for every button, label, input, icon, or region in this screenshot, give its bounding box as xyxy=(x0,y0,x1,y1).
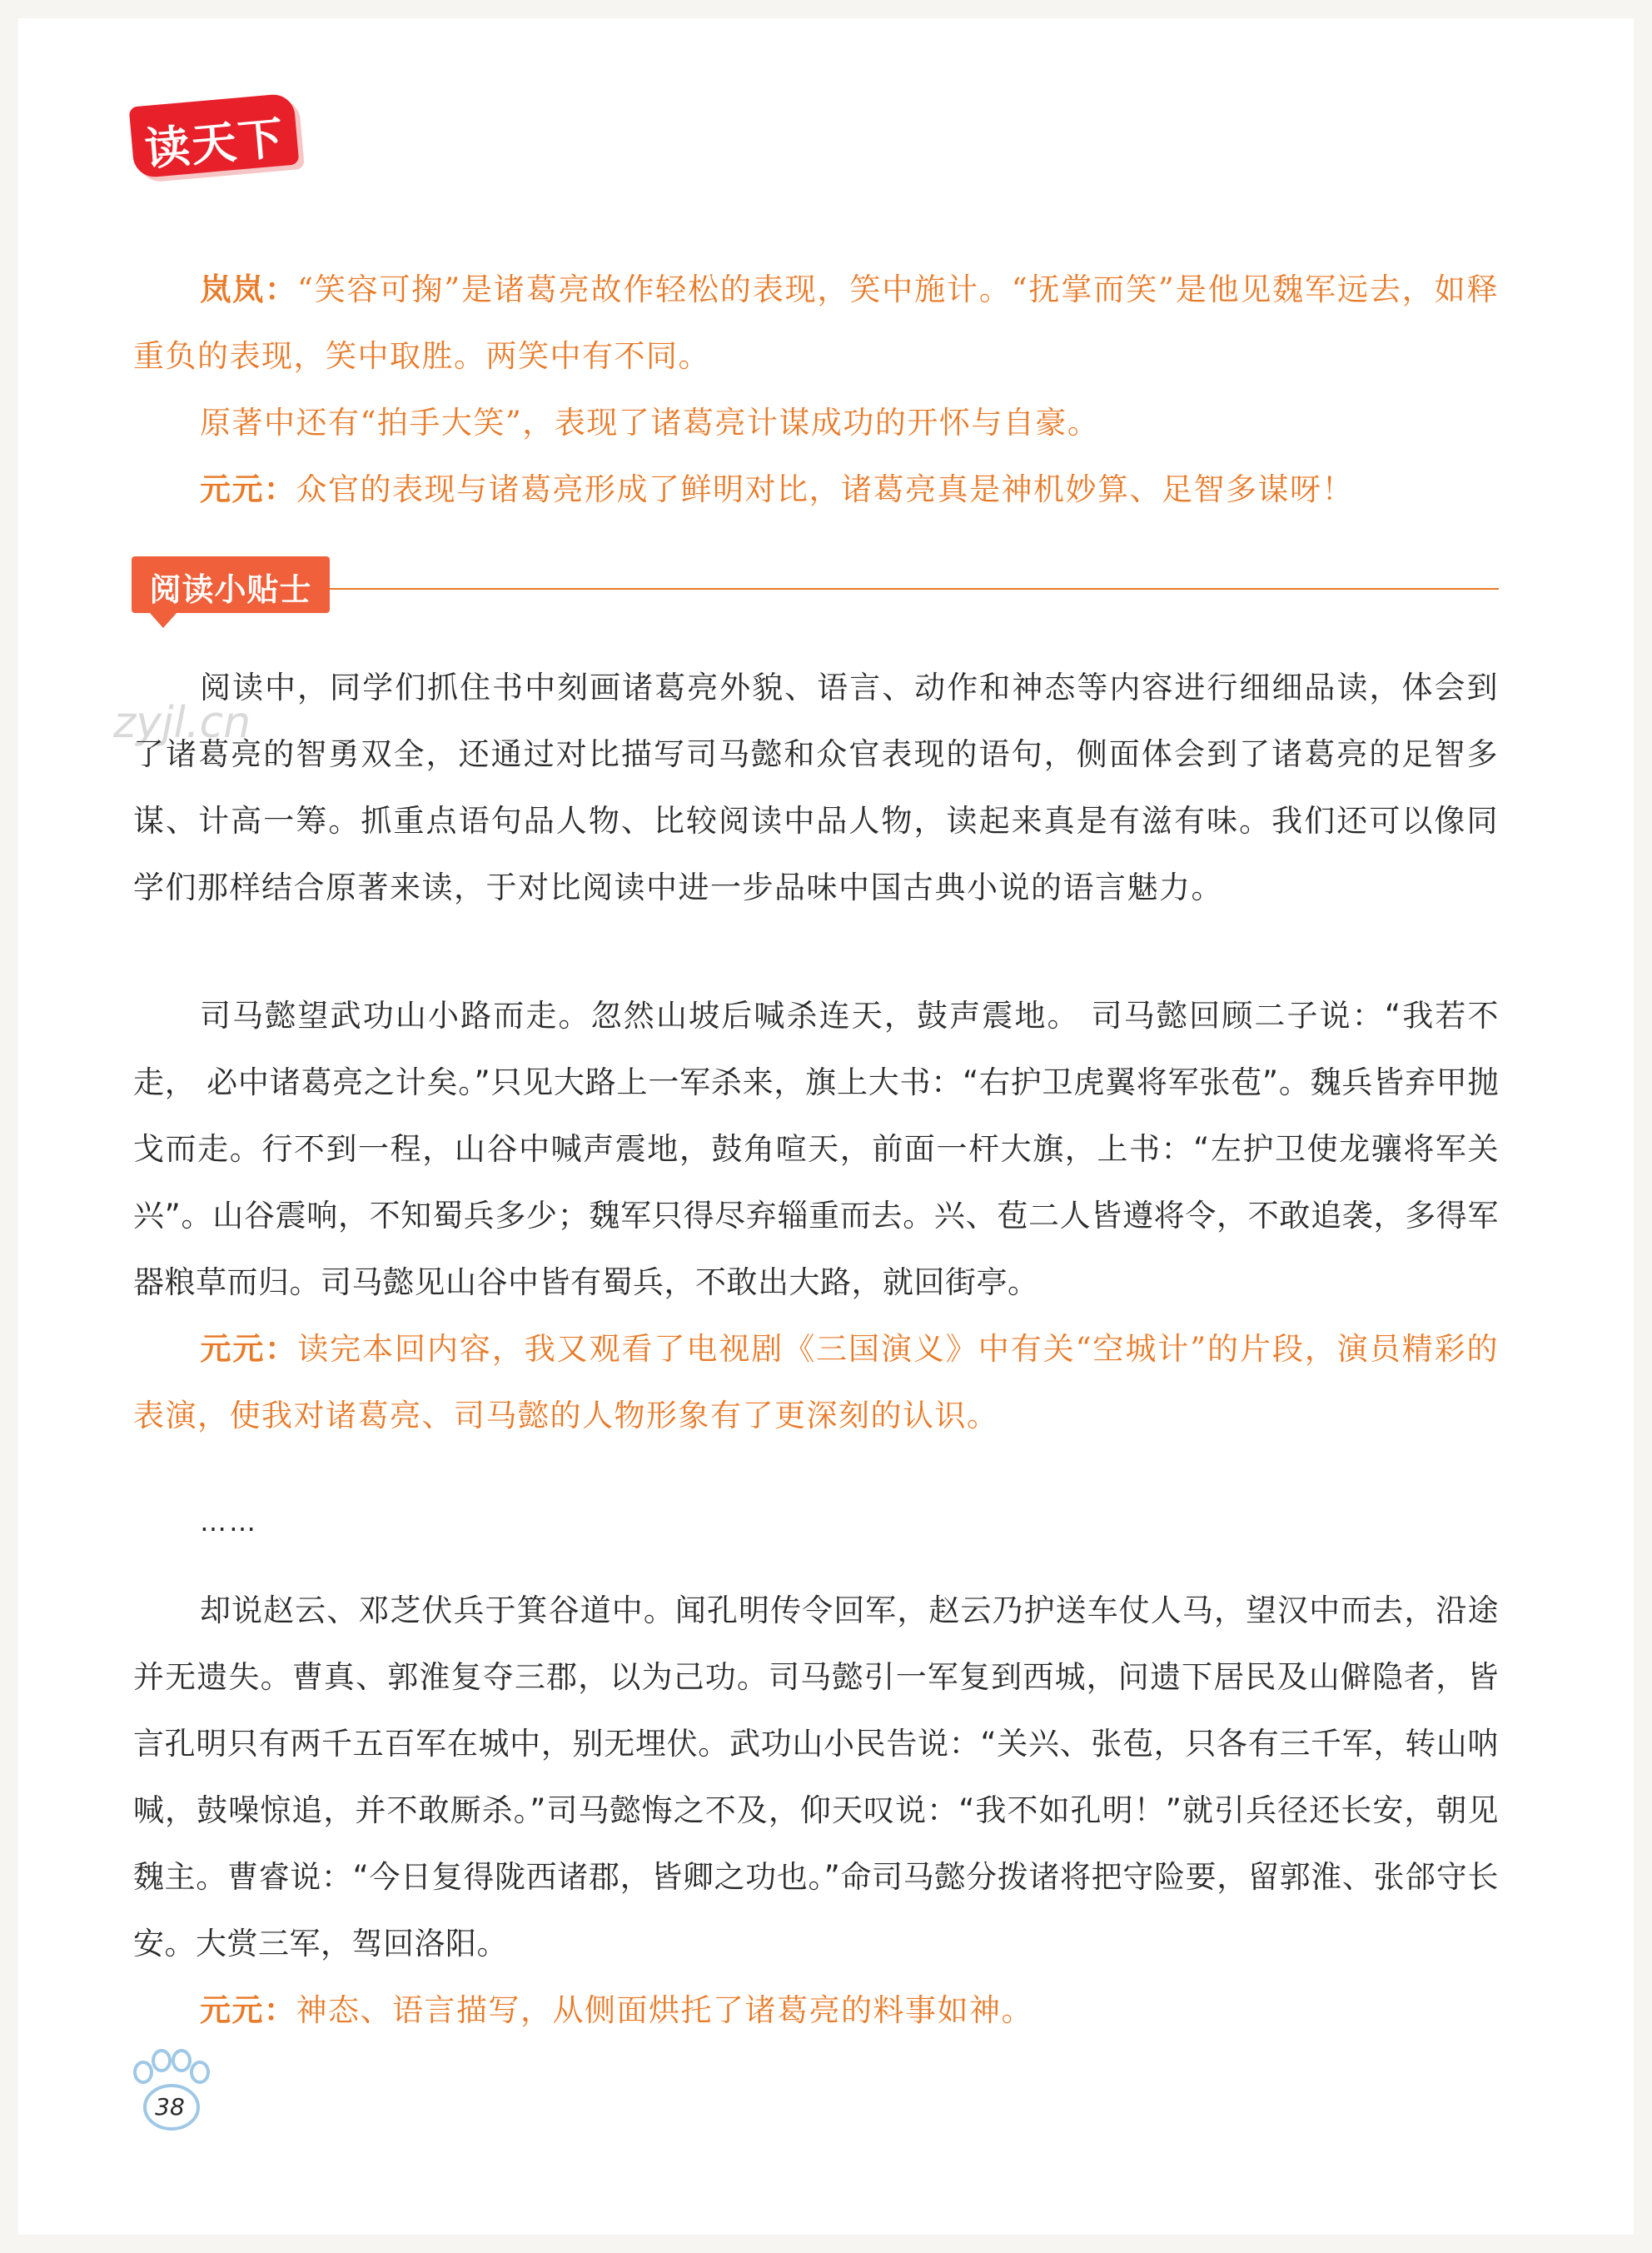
speaker-yuanyuan-2: 元元： xyxy=(200,1331,298,1367)
excerpt-paragraph-1: 司马懿望武功山小路而走。忽然山坡后喊杀连天，鼓声震地。 司马懿回顾二子说：“我若不走， 必中诸葛亮之计矣。”只见大路上一军杀来，旗上大书：“右护卫虎翼将军张苞”。魏兵皆弃甲抛戈而走。行不到一程，山谷中喊声震地，鼓角喧天，前面一杆大旗，上书：“左护卫使龙骧将军关兴”。山谷震响，不知蜀兵多少；魏军只得尽弃辎重而去。兴、苞二人皆遵将令，不敢追袭，多得军器粮草而归。司马懿见山谷中皆有蜀兵，不敢出大路，就回街亭。 xyxy=(133,998,1499,1300)
speaker-yuanyuan-3: 元元： xyxy=(200,1992,296,2028)
comment-paragraph-2 xyxy=(133,1977,1499,2044)
excerpt-paragraph-2: 却说赵云、邓芝伏兵于箕谷道中。闻孔明传令回军，赵云乃护送车仗人马，望汉中而去，沿途并无遗失。曹真、郭淮复夺三郡，以为己功。司马懿引一军复到西城，问遗下居民及山僻隐者，皆言孔明只有两千五百军在城中，别无埋伏。武功山小民告说：“关兴、张苞，只各有三千军，转山呐喊，鼓噪惊追，并不敢厮杀。”司马懿悔之不及，仰天叹说：“我不如孔明！”就引兵径还长安，朝见魏主。曹睿说：“今日复得陇西诸郡，皆卿之功也。”命司马懿分拨诸将把守险要，留郭淮、张郃守长安。大赏三军，驾回洛阳。 xyxy=(133,1593,1499,1961)
discussion-text-lanlan: “笑容可掬”是诸葛亮故作轻松的表现，笑中施计。“抚掌而笑”是他见魏军远去，如释重负的表现，笑中取胜。两笑中有不同。 xyxy=(133,272,1499,374)
speaker-lanlan: 岚岚： xyxy=(200,272,297,307)
reading-tips-label: 阅读小贴士 xyxy=(149,571,312,608)
discussion-paragraph-lanlan xyxy=(133,257,1499,390)
discussion-paragraph-yuanyuan-1 xyxy=(133,456,1499,523)
reading-tips-paragraph: 阅读中，同学们抓住书中刻画诸葛亮外貌、语言、动作和神态等内容进行细细品读，体会到了诸葛亮的智勇双全，还通过对比描写司马懿和众官表现的语句，侧面体会到了诸葛亮的足智多谋、计高一筹。抓重点语句品人物、比较阅读中品人物，读起来真是有滋有味。我们还可以像同学们那样结合原著来读，于对比阅读中进一步品味中国古典小说的语言魅力。 xyxy=(133,670,1499,905)
reading-tips-badge xyxy=(132,556,330,613)
discussion-paragraph-original: 原著中还有“拍手大笑”，表现了诸葛亮计谋成功的开怀与自豪。 xyxy=(200,405,1100,441)
reading-tips-divider xyxy=(330,588,1499,590)
omission-ellipsis: …… xyxy=(200,1506,258,1538)
section-title-badge xyxy=(129,93,300,179)
speaker-yuanyuan-1: 元元： xyxy=(200,471,296,507)
section-title: 读天下 xyxy=(142,111,287,177)
comment-text-2: 神态、语言描写，从侧面烘托了诸葛亮的料事如神。 xyxy=(296,1992,1033,2028)
comment-text-1: 读完本回内容，我又观看了电视剧《三国演义》中有关“空城计”的片段，演员精彩的表演，使我对诸葛亮、司马懿的人物形象有了更深刻的认识。 xyxy=(133,1331,1499,1433)
comment-paragraph-1 xyxy=(133,1316,1499,1449)
page-number: 38 xyxy=(155,2093,185,2121)
watermark-text: zyjl.cn xyxy=(113,698,251,748)
discussion-text-yuanyuan-1: 众官的表现与诸葛亮形成了鲜明对比，诸葛亮真是神机妙算、足智多谋呀！ xyxy=(296,471,1354,507)
